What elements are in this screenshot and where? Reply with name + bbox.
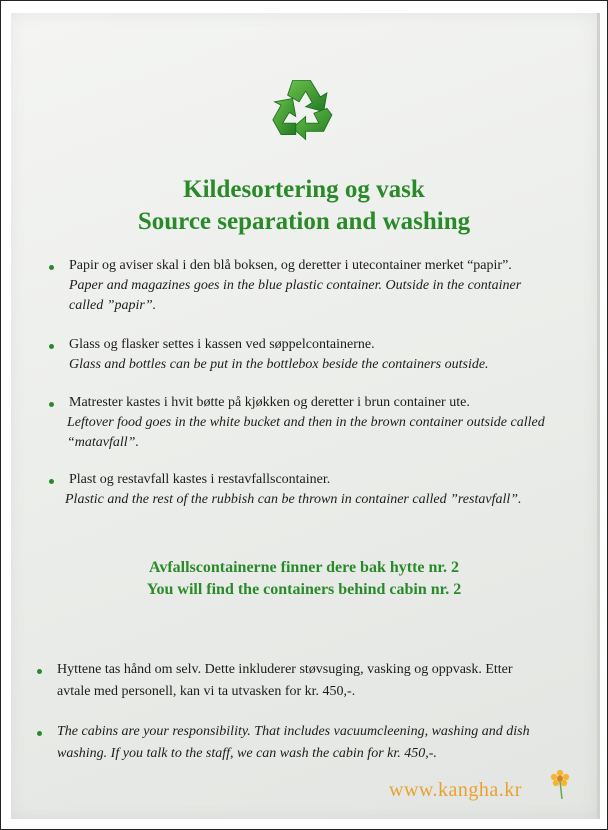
item-food-en-2: “matavfall”. [67, 435, 139, 450]
bullet-icon [49, 479, 54, 484]
item-glass-no: Glass og flasker settes i kassen ved søppelcontainerne. [69, 337, 375, 352]
cabins-en-2: washing. If you talk to the staff, we can wash the cabin for kr. 450,-. [57, 746, 437, 761]
item-plastic-no: Plast og restavfall kastes i restavfallscontainer. [69, 472, 331, 487]
item-food-no: Matrester kastes i hvit bøtte på kjøkken og deretter i brun container ute. [69, 395, 470, 410]
title-norwegian: Kildesortering og vask [183, 176, 425, 203]
bullet-icon [37, 669, 42, 674]
flower-icon [549, 769, 571, 799]
cabins-no-2: avtale med personell, kan vi ta utvasken for kr. 450,-. [57, 684, 356, 699]
notice-sheet [11, 13, 600, 819]
title-english: Source separation and washing [137, 208, 471, 235]
watermark-text: www.kangha.kr [389, 779, 522, 801]
recycling-symbol-icon [263, 69, 345, 151]
item-food-en-1: Leftover food goes in the white bucket and then in the brown container outside called [67, 415, 545, 430]
item-paper-no: Papir og aviser skal i den blå boksen, og deretter i utecontainer merket “papir”. [69, 258, 512, 273]
bullet-icon [37, 731, 42, 736]
bullet-icon [49, 265, 54, 270]
location-english: You will find the containers behind cabin nr. 2 [146, 581, 462, 598]
cabins-en-1: The cabins are your responsibility. That includes vacuumcleening, washing and dish [57, 724, 530, 739]
location-norwegian: Avfallscontainerne finner dere bak hytte nr. 2 [148, 559, 460, 576]
item-glass-en-1: Glass and bottles can be put in the bottlebox beside the containers outside. [69, 357, 489, 372]
item-paper-en-2: called ”papir”. [69, 298, 157, 313]
bullet-icon [49, 344, 54, 349]
cabins-no-1: Hyttene tas hånd om selv. Dette inkluderer støvsuging, vasking og oppvask. Etter [57, 662, 513, 677]
item-plastic-en-1: Plastic and the rest of the rubbish can be thrown in container called ”restavfall”. [65, 492, 522, 507]
bullet-icon [49, 402, 54, 407]
item-paper-en-1: Paper and magazines goes in the blue plastic container. Outside in the container [69, 278, 522, 293]
